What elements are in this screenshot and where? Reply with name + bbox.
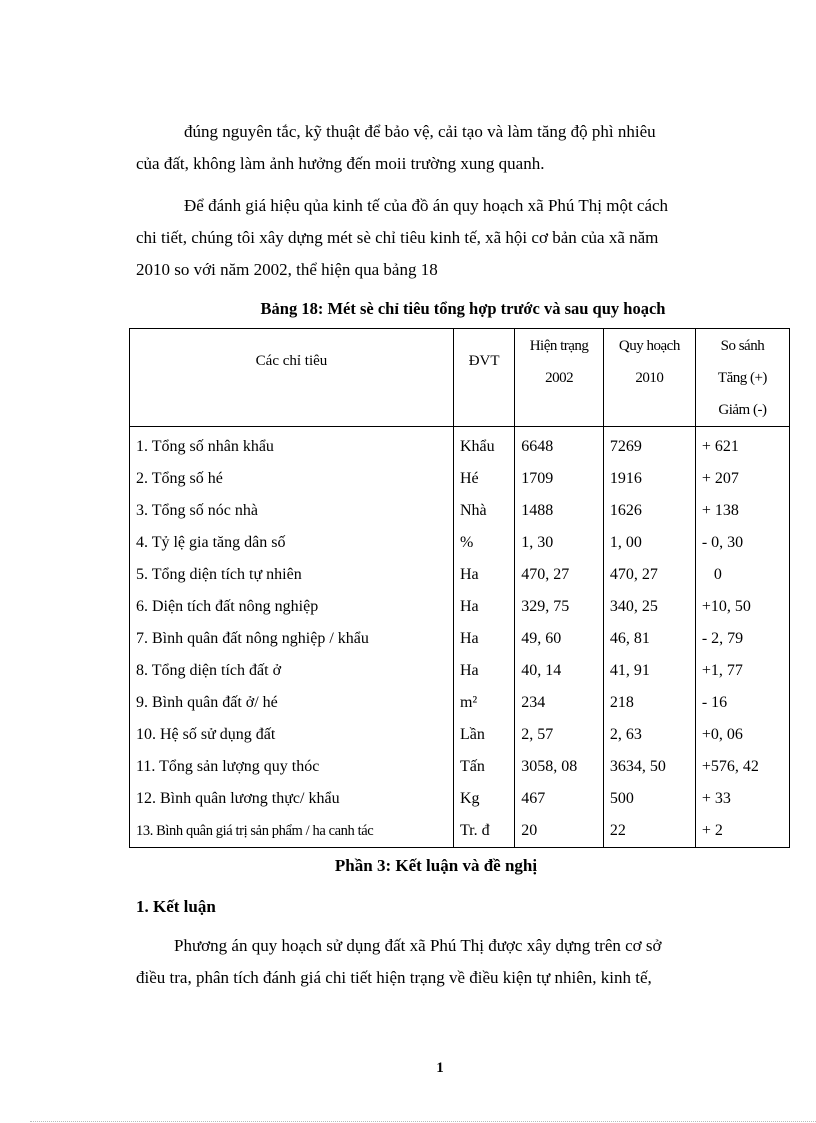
- cell-plan: 41, 91: [603, 655, 695, 687]
- cell-plan: 1916: [603, 463, 695, 495]
- cell-current: 1488: [515, 495, 604, 527]
- table-caption: Bảng 18: Mét sè chỉ tiêu tổng hợp trước và sau quy hoạch: [260, 299, 666, 318]
- text-line: 2010 so với năm 2002, thể hiện qua bảng 18: [136, 260, 438, 279]
- cell-indicator: 6. Diện tích đất nông nghiệp: [130, 591, 454, 623]
- cell-indicator: 4. Tỷ lệ gia tăng dân số: [130, 527, 454, 559]
- cell-unit: Ha: [453, 655, 514, 687]
- cell-unit: Ha: [453, 559, 514, 591]
- header-unit: ĐVT: [453, 329, 514, 427]
- table-header-row: [130, 329, 790, 427]
- text-line: Phương án quy hoạch sử dụng đất xã Phú Thị được xây dựng trên cơ sở: [174, 936, 662, 955]
- cell-compare: +576, 42: [695, 751, 789, 783]
- cell-indicator: 13. Bình quân giá trị sản phẩm / ha canh tác: [130, 815, 454, 848]
- table-row: [130, 655, 790, 687]
- cell-current: 49, 60: [515, 623, 604, 655]
- cell-unit: Kg: [453, 783, 514, 815]
- cell-compare: + 138: [695, 495, 789, 527]
- text-line: của đất, không làm ảnh hưởng đến moii trường xung quanh.: [136, 154, 545, 173]
- table-row: [130, 783, 790, 815]
- cell-current: 1, 30: [515, 527, 604, 559]
- cell-plan: 500: [603, 783, 695, 815]
- cell-indicator: 2. Tổng số hé: [130, 463, 454, 495]
- cell-unit: Tr. đ: [453, 815, 514, 848]
- cell-current: 1709: [515, 463, 604, 495]
- table-row: [130, 463, 790, 495]
- table-row: [130, 559, 790, 591]
- cell-compare: + 33: [695, 783, 789, 815]
- cell-plan: 1, 00: [603, 527, 695, 559]
- cell-current: 3058, 08: [515, 751, 604, 783]
- cell-compare: +10, 50: [695, 591, 789, 623]
- cell-compare: - 16: [695, 687, 789, 719]
- cell-current: 2, 57: [515, 719, 604, 751]
- cell-indicator: 11. Tổng sản lượng quy thóc: [130, 751, 454, 783]
- table-row: [130, 623, 790, 655]
- cell-compare: +1, 77: [695, 655, 789, 687]
- conclusion-paragraph: [136, 930, 789, 994]
- cell-current: 470, 27: [515, 559, 604, 591]
- cell-unit: Nhà: [453, 495, 514, 527]
- cell-compare: + 621: [695, 427, 789, 464]
- cell-plan: 470, 27: [603, 559, 695, 591]
- cell-indicator: 8. Tổng diện tích đất ở: [130, 655, 454, 687]
- cell-indicator: 10. Hệ số sử dụng đất: [130, 719, 454, 751]
- cell-unit: Tấn: [453, 751, 514, 783]
- intro-paragraph: [136, 116, 789, 180]
- cell-compare: +0, 06: [695, 719, 789, 751]
- body-paragraph: [136, 190, 789, 286]
- indicator-table: [129, 328, 790, 848]
- cell-indicator: 9. Bình quân đất ở/ hé: [130, 687, 454, 719]
- cell-indicator: 5. Tổng diện tích tự nhiên: [130, 559, 454, 591]
- table-row: [130, 527, 790, 559]
- cell-plan: 1626: [603, 495, 695, 527]
- page-divider: [30, 1121, 816, 1122]
- cell-compare: - 2, 79: [695, 623, 789, 655]
- cell-unit: Ha: [453, 591, 514, 623]
- cell-current: 329, 75: [515, 591, 604, 623]
- cell-indicator: 7. Bình quân đất nông nghiệp / khẩu: [130, 623, 454, 655]
- cell-current: 234: [515, 687, 604, 719]
- cell-unit: Hé: [453, 463, 514, 495]
- cell-indicator: 1. Tổng số nhân khẩu: [130, 427, 454, 464]
- header-indicator: Các chỉ tiêu: [130, 329, 454, 427]
- cell-unit: %: [453, 527, 514, 559]
- cell-plan: 3634, 50: [603, 751, 695, 783]
- cell-current: 467: [515, 783, 604, 815]
- section-title: Phần 3: Kết luận và đề nghị: [334, 856, 538, 875]
- cell-compare: + 207: [695, 463, 789, 495]
- text-line: chi tiết, chúng tôi xây dựng mét sè chỉ tiêu kinh tế, xã hội cơ bản của xã năm: [136, 228, 659, 247]
- cell-compare: + 2: [695, 815, 789, 848]
- header-compare: So sánh Tăng (+) Giảm (-): [695, 329, 789, 427]
- cell-plan: 7269: [603, 427, 695, 464]
- page-number: 1: [436, 1060, 444, 1076]
- cell-plan: 2, 63: [603, 719, 695, 751]
- cell-plan: 46, 81: [603, 623, 695, 655]
- cell-plan: 22: [603, 815, 695, 848]
- cell-indicator: 3. Tổng số nóc nhà: [130, 495, 454, 527]
- cell-unit: m²: [453, 687, 514, 719]
- cell-current: 40, 14: [515, 655, 604, 687]
- cell-current: 6648: [515, 427, 604, 464]
- table-row: [130, 719, 790, 751]
- cell-unit: Ha: [453, 623, 514, 655]
- text-line: điều tra, phân tích đánh giá chi tiết hiện trạng về điều kiện tự nhiên, kinh tế,: [136, 968, 652, 987]
- cell-current: 20: [515, 815, 604, 848]
- subsection-title: 1. Kết luận: [136, 897, 216, 916]
- header-plan: Quy hoạch 2010: [603, 329, 695, 427]
- cell-compare: - 0, 30: [695, 527, 789, 559]
- cell-unit: Khẩu: [453, 427, 514, 464]
- text-line: Để đánh giá hiệu qủa kinh tế của đồ án quy hoạch xã Phú Thị một cách: [184, 196, 669, 215]
- cell-plan: 340, 25: [603, 591, 695, 623]
- cell-plan: 218: [603, 687, 695, 719]
- table-row: [130, 687, 790, 719]
- table-row: [130, 427, 790, 464]
- cell-compare: 0: [695, 559, 789, 591]
- table-row: [130, 815, 790, 848]
- table-row: [130, 591, 790, 623]
- cell-indicator: 12. Bình quân lương thực/ khẩu: [130, 783, 454, 815]
- header-current: Hiện trạng 2002: [515, 329, 604, 427]
- table-row: [130, 751, 790, 783]
- cell-unit: Lần: [453, 719, 514, 751]
- text-line: đúng nguyên tắc, kỹ thuật để bảo vệ, cải tạo và làm tăng độ phì nhiêu: [184, 122, 656, 141]
- table-row: [130, 495, 790, 527]
